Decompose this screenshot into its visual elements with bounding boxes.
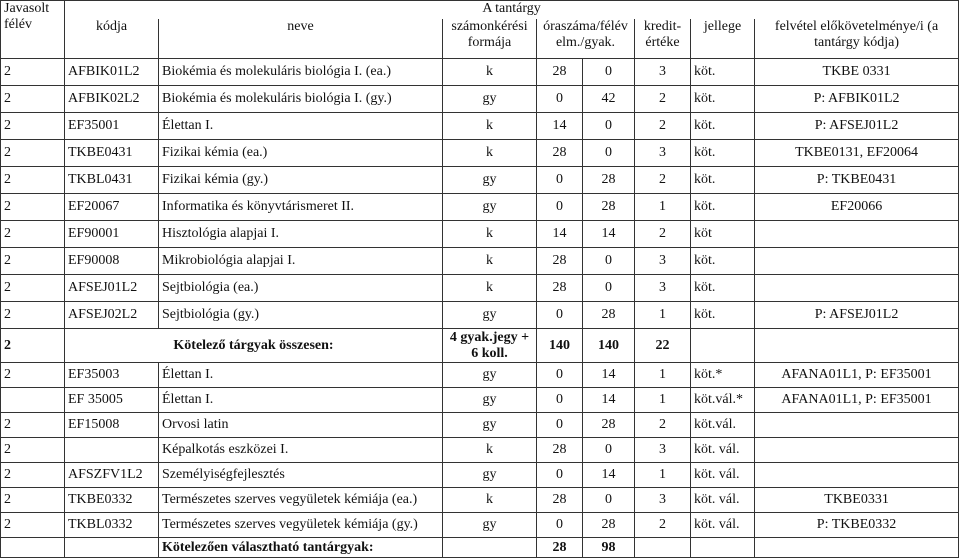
cell-type: köt.* — [691, 363, 755, 388]
cell-elm-hours: 0 — [537, 388, 583, 413]
cell-exam-form: gy — [443, 194, 537, 221]
cell-semester: 2 — [1, 59, 65, 86]
cell-type: köt. — [691, 167, 755, 194]
cell-code: EF90008 — [65, 248, 159, 275]
header-group-title: A tantárgy — [65, 1, 959, 19]
header-type: jellege — [691, 19, 755, 59]
cell-prereq — [755, 413, 959, 438]
table-row — [1, 113, 959, 140]
elective-total-semester — [1, 538, 65, 558]
cell-elm-hours: 14 — [537, 113, 583, 140]
cell-credit: 3 — [635, 248, 691, 275]
cell-elm-hours: 28 — [537, 59, 583, 86]
cell-elm-hours: 28 — [537, 438, 583, 463]
cell-credit: 2 — [635, 413, 691, 438]
header-semester: Javasolt félév — [1, 1, 65, 59]
cell-credit: 2 — [635, 167, 691, 194]
cell-code: TKBL0431 — [65, 167, 159, 194]
cell-prereq — [755, 248, 959, 275]
cell-semester: 2 — [1, 86, 65, 113]
cell-name: Természetes szerves vegyületek kémiája (ea.) — [159, 488, 443, 513]
cell-semester: 2 — [1, 221, 65, 248]
cell-prereq: P: TKBE0332 — [755, 513, 959, 538]
cell-semester: 2 — [1, 167, 65, 194]
cell-gyak-hours: 28 — [583, 167, 635, 194]
cell-prereq — [755, 221, 959, 248]
cell-gyak-hours: 0 — [583, 248, 635, 275]
cell-code — [65, 438, 159, 463]
cell-name: Hisztológia alapjai I. — [159, 221, 443, 248]
cell-elm-hours: 28 — [537, 488, 583, 513]
cell-prereq: EF20066 — [755, 194, 959, 221]
cell-code: TKBL0332 — [65, 513, 159, 538]
cell-prereq — [755, 438, 959, 463]
table-row — [1, 302, 959, 329]
cell-semester: 2 — [1, 302, 65, 329]
cell-semester: 2 — [1, 513, 65, 538]
cell-gyak-hours: 42 — [583, 86, 635, 113]
cell-name: Biokémia és molekuláris biológia I. (gy.) — [159, 86, 443, 113]
cell-type: köt. — [691, 248, 755, 275]
cell-elm-hours: 0 — [537, 194, 583, 221]
cell-exam-form: k — [443, 275, 537, 302]
header-name: neve — [159, 19, 443, 59]
elective-total-elm: 28 — [537, 538, 583, 558]
cell-gyak-hours: 14 — [583, 363, 635, 388]
table-row — [1, 86, 959, 113]
cell-code: EF35003 — [65, 363, 159, 388]
cell-type: köt. — [691, 86, 755, 113]
cell-name: Mikrobiológia alapjai I. — [159, 248, 443, 275]
total-exam-form: 4 gyak.jegy + 6 koll. — [443, 329, 537, 363]
cell-exam-form: gy — [443, 302, 537, 329]
cell-prereq: P: TKBE0431 — [755, 167, 959, 194]
table-row — [1, 194, 959, 221]
table-row — [1, 363, 959, 388]
cell-credit: 2 — [635, 86, 691, 113]
table-row — [1, 59, 959, 86]
cell-code: EF15008 — [65, 413, 159, 438]
cell-credit: 2 — [635, 113, 691, 140]
header-code: kódja — [65, 19, 159, 59]
table-row — [1, 248, 959, 275]
total-gyak-hours: 140 — [583, 329, 635, 363]
cell-gyak-hours: 14 — [583, 221, 635, 248]
cell-exam-form: k — [443, 488, 537, 513]
cell-exam-form: gy — [443, 86, 537, 113]
cell-code: AFSEJ01L2 — [65, 275, 159, 302]
cell-semester: 2 — [1, 140, 65, 167]
elective-rows — [1, 363, 959, 538]
cell-gyak-hours: 0 — [583, 59, 635, 86]
cell-exam-form: k — [443, 113, 537, 140]
cell-credit: 3 — [635, 140, 691, 167]
cell-semester: 2 — [1, 113, 65, 140]
cell-code: EF35001 — [65, 113, 159, 140]
cell-elm-hours: 0 — [537, 363, 583, 388]
cell-name: Fizikai kémia (gy.) — [159, 167, 443, 194]
cell-prereq — [755, 275, 959, 302]
cell-type: köt. — [691, 140, 755, 167]
cell-type: köt — [691, 221, 755, 248]
cell-gyak-hours: 28 — [583, 302, 635, 329]
elective-total-label: Kötelezően választható tantárgyak: — [159, 538, 443, 558]
cell-type: köt. vál. — [691, 488, 755, 513]
cell-gyak-hours: 0 — [583, 140, 635, 167]
table-row — [1, 275, 959, 302]
table-row — [1, 221, 959, 248]
table-row — [1, 438, 959, 463]
table-row — [1, 513, 959, 538]
elective-total-form — [443, 538, 537, 558]
cell-elm-hours: 28 — [537, 140, 583, 167]
cell-type: köt. vál. — [691, 463, 755, 488]
cell-name: Fizikai kémia (ea.) — [159, 140, 443, 167]
cell-exam-form: k — [443, 248, 537, 275]
header-hours: óraszáma/félév elm./gyak. — [537, 19, 635, 59]
cell-semester: 2 — [1, 488, 65, 513]
elective-total — [1, 538, 959, 558]
cell-name: Informatika és könyvtárismeret II. — [159, 194, 443, 221]
total-prereq — [755, 329, 959, 363]
cell-semester: 2 — [1, 438, 65, 463]
cell-code: EF20067 — [65, 194, 159, 221]
cell-exam-form: gy — [443, 413, 537, 438]
cell-credit: 1 — [635, 463, 691, 488]
cell-type: köt. — [691, 275, 755, 302]
cell-credit: 1 — [635, 302, 691, 329]
cell-semester: 2 — [1, 363, 65, 388]
cell-gyak-hours: 28 — [583, 413, 635, 438]
cell-name: Élettan I. — [159, 388, 443, 413]
cell-credit: 1 — [635, 194, 691, 221]
cell-credit: 2 — [635, 513, 691, 538]
total-type — [691, 329, 755, 363]
cell-elm-hours: 14 — [537, 221, 583, 248]
cell-prereq: TKBE 0331 — [755, 59, 959, 86]
cell-prereq: TKBE0131, EF20064 — [755, 140, 959, 167]
cell-gyak-hours: 0 — [583, 438, 635, 463]
table-row — [1, 413, 959, 438]
cell-gyak-hours: 14 — [583, 463, 635, 488]
cell-type: köt. vál. — [691, 438, 755, 463]
cell-semester: 2 — [1, 463, 65, 488]
cell-gyak-hours: 0 — [583, 113, 635, 140]
cell-semester: 2 — [1, 275, 65, 302]
cell-code: TKBE0431 — [65, 140, 159, 167]
cell-prereq: AFANA01L1, P: EF35001 — [755, 363, 959, 388]
cell-credit: 3 — [635, 59, 691, 86]
total-semester: 2 — [1, 329, 65, 363]
cell-elm-hours: 28 — [537, 275, 583, 302]
total-label: Kötelező tárgyak összesen: — [65, 329, 443, 363]
table-row — [1, 463, 959, 488]
cell-prereq: P: AFSEJ01L2 — [755, 302, 959, 329]
total-credit: 22 — [635, 329, 691, 363]
cell-credit: 3 — [635, 275, 691, 302]
cell-type: köt. — [691, 59, 755, 86]
cell-semester — [1, 388, 65, 413]
cell-code: TKBE0332 — [65, 488, 159, 513]
cell-name: Biokémia és molekuláris biológia I. (ea.) — [159, 59, 443, 86]
cell-gyak-hours: 0 — [583, 275, 635, 302]
cell-code: EF90001 — [65, 221, 159, 248]
cell-gyak-hours: 28 — [583, 194, 635, 221]
header-prereq: felvétel előkövetelménye/i (a tantárgy kódja) — [755, 19, 959, 59]
cell-credit: 3 — [635, 438, 691, 463]
cell-elm-hours: 0 — [537, 413, 583, 438]
cell-name: Sejtbiológia (ea.) — [159, 275, 443, 302]
cell-semester: 2 — [1, 413, 65, 438]
cell-prereq: TKBE0331 — [755, 488, 959, 513]
cell-semester: 2 — [1, 194, 65, 221]
cell-exam-form: k — [443, 438, 537, 463]
cell-prereq: P: AFBIK01L2 — [755, 86, 959, 113]
cell-credit: 3 — [635, 488, 691, 513]
cell-prereq: P: AFSEJ01L2 — [755, 113, 959, 140]
cell-type: köt.vál. — [691, 413, 755, 438]
mandatory-total — [1, 329, 959, 363]
cell-name: Orvosi latin — [159, 413, 443, 438]
cell-type: köt. — [691, 194, 755, 221]
cell-elm-hours: 0 — [537, 513, 583, 538]
cell-exam-form: gy — [443, 513, 537, 538]
cell-elm-hours: 0 — [537, 167, 583, 194]
table-row — [1, 167, 959, 194]
table-row — [1, 140, 959, 167]
elective-total-code — [65, 538, 159, 558]
elective-total-gyak: 98 — [583, 538, 635, 558]
cell-code: AFSEJ02L2 — [65, 302, 159, 329]
total-elm-hours: 140 — [537, 329, 583, 363]
cell-elm-hours: 0 — [537, 86, 583, 113]
cell-semester: 2 — [1, 248, 65, 275]
cell-credit: 1 — [635, 388, 691, 413]
cell-exam-form: k — [443, 140, 537, 167]
cell-exam-form: gy — [443, 463, 537, 488]
cell-name: Sejtbiológia (gy.) — [159, 302, 443, 329]
table-row — [1, 388, 959, 413]
cell-elm-hours: 28 — [537, 248, 583, 275]
cell-exam-form: gy — [443, 167, 537, 194]
cell-code: AFBIK01L2 — [65, 59, 159, 86]
elective-total-type — [691, 538, 755, 558]
cell-elm-hours: 0 — [537, 463, 583, 488]
mandatory-rows — [1, 59, 959, 329]
cell-exam-form: gy — [443, 363, 537, 388]
cell-name: Természetes szerves vegyületek kémiája (gy.) — [159, 513, 443, 538]
header-credit: kredit-értéke — [635, 19, 691, 59]
cell-gyak-hours: 0 — [583, 488, 635, 513]
cell-type: köt.vál.* — [691, 388, 755, 413]
cell-gyak-hours: 14 — [583, 388, 635, 413]
cell-exam-form: k — [443, 221, 537, 248]
cell-elm-hours: 0 — [537, 302, 583, 329]
cell-name: Képalkotás eszközei I. — [159, 438, 443, 463]
cell-credit: 2 — [635, 221, 691, 248]
cell-prereq: AFANA01L1, P: EF35001 — [755, 388, 959, 413]
table-row — [1, 488, 959, 513]
cell-code: AFBIK02L2 — [65, 86, 159, 113]
cell-name: Élettan I. — [159, 113, 443, 140]
cell-prereq — [755, 463, 959, 488]
cell-exam-form: gy — [443, 388, 537, 413]
cell-code: EF 35005 — [65, 388, 159, 413]
cell-type: köt. vál. — [691, 513, 755, 538]
cell-name: Élettan I. — [159, 363, 443, 388]
cell-name: Személyiségfejlesztés — [159, 463, 443, 488]
elective-total-credit — [635, 538, 691, 558]
cell-type: köt. — [691, 302, 755, 329]
cell-gyak-hours: 28 — [583, 513, 635, 538]
cell-exam-form: k — [443, 59, 537, 86]
elective-total-prereq — [755, 538, 959, 558]
table-header — [1, 1, 959, 59]
cell-type: köt. — [691, 113, 755, 140]
cell-code: AFSZFV1L2 — [65, 463, 159, 488]
header-exam-form: számonkérési formája — [443, 19, 537, 59]
cell-credit: 1 — [635, 363, 691, 388]
